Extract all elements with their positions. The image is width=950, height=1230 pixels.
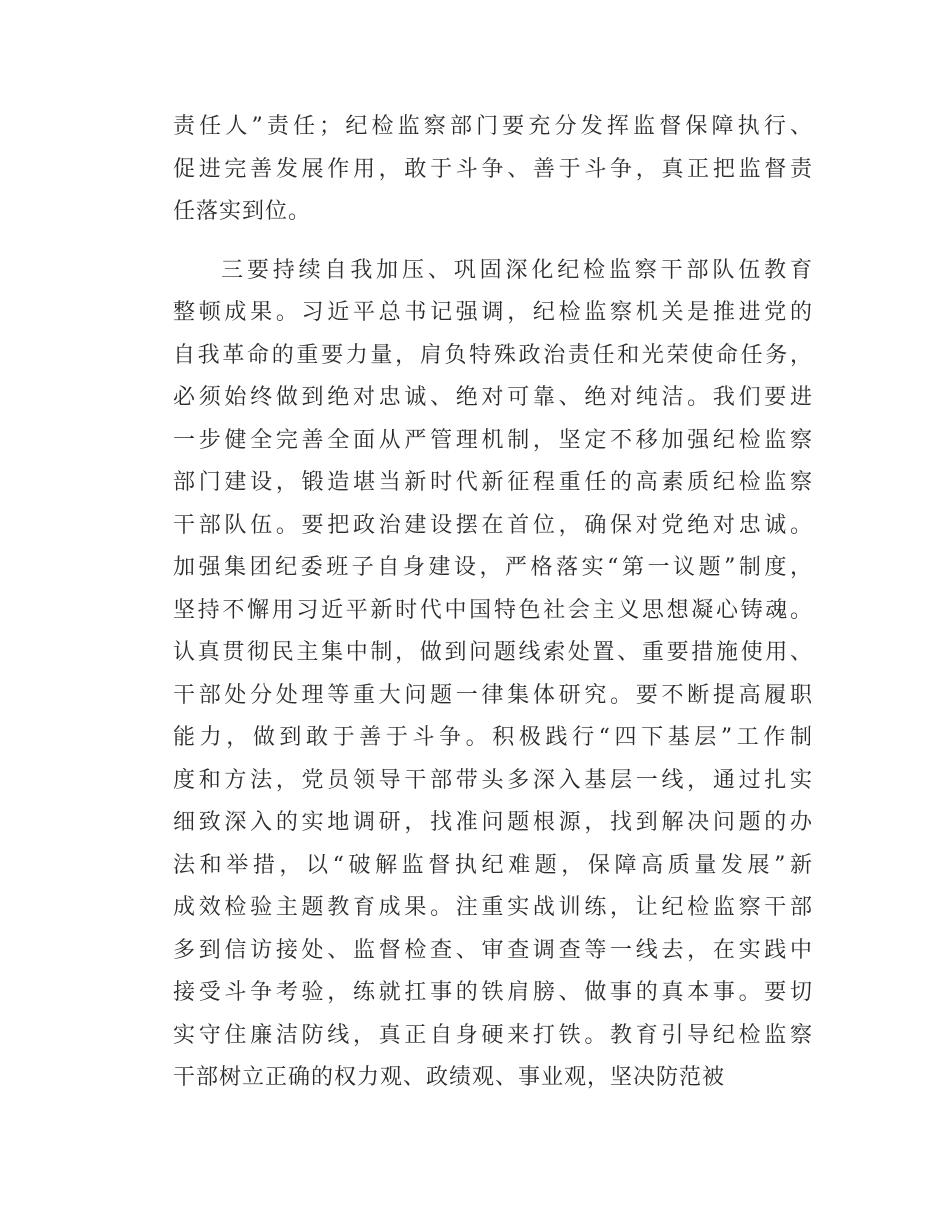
paragraph-1 [173, 106, 813, 234]
text-line: 接受斗争考验，练就扛事的铁肩膀、做事的真本事。要切 [173, 980, 813, 1005]
text-line: 多到信访接处、监督检查、审查调查等一线去，在实践中 [173, 937, 813, 963]
text-line: 度和方法，党员领导干部带头多深入基层一线，通过扎实 [173, 767, 813, 793]
text-line: 自我革命的重要力量，肩负特殊政治责任和光荣使命任务， [173, 342, 813, 368]
text-line: 坚持不懈用习近平新时代中国特色社会主义思想凝心铸魂。 [173, 597, 813, 623]
text-line: 干部树立正确的权力观、政绩观、事业观，坚决防范被 [173, 1065, 726, 1090]
text-line: 任落实到位。 [173, 199, 312, 224]
text-line: 干部处分处理等重大问题一律集体研究。要不断提高履职 [173, 682, 813, 708]
text-line: 促进完善发展作用，敢于斗争、善于斗争，真正把监督责 [173, 156, 813, 182]
text-line: 干部队伍。要把政治建设摆在首位，确保对党绝对忠诚。 [173, 512, 813, 538]
text-line: 必须始终做到绝对忠诚、绝对可靠、绝对纯洁。我们要进 [173, 385, 813, 410]
paragraph-spacer [173, 234, 813, 250]
paragraph-2 [173, 250, 813, 1100]
text-line: 细致深入的实地调研，找准问题根源，找到解决问题的办 [173, 810, 813, 835]
text-line: 加强集团纪委班子自身建设，严格落实“第一议题”制度， [173, 555, 813, 580]
document-body [173, 106, 813, 1100]
text-line: 实守住廉洁防线，真正自身硬来打铁。教育引导纪检监察 [173, 1022, 813, 1048]
text-line: 整顿成果。习近平总书记强调，纪检监察机关是推进党的 [173, 300, 813, 325]
text-line: 认真贯彻民主集中制，做到问题线索处置、重要措施使用、 [173, 640, 813, 665]
text-line: 法和举措，以“破解监督执纪难题，保障高质量发展”新 [173, 852, 813, 878]
text-line: 三要持续自我加压、巩固深化纪检监察干部队伍教育 [221, 257, 813, 283]
text-line: 部门建设，锻造堪当新时代新征程重任的高素质纪检监察 [173, 470, 813, 495]
text-line: 成效检验主题教育成果。注重实战训练，让纪检监察干部 [173, 895, 813, 920]
text-line: 一步健全完善全面从严管理机制，坚定不移加强纪检监察 [173, 427, 813, 453]
text-line: 能力，做到敢于善于斗争。积极践行“四下基层”工作制 [173, 725, 813, 750]
text-line: 责任人”责任；纪检监察部门要充分发挥监督保障执行、 [173, 114, 813, 139]
